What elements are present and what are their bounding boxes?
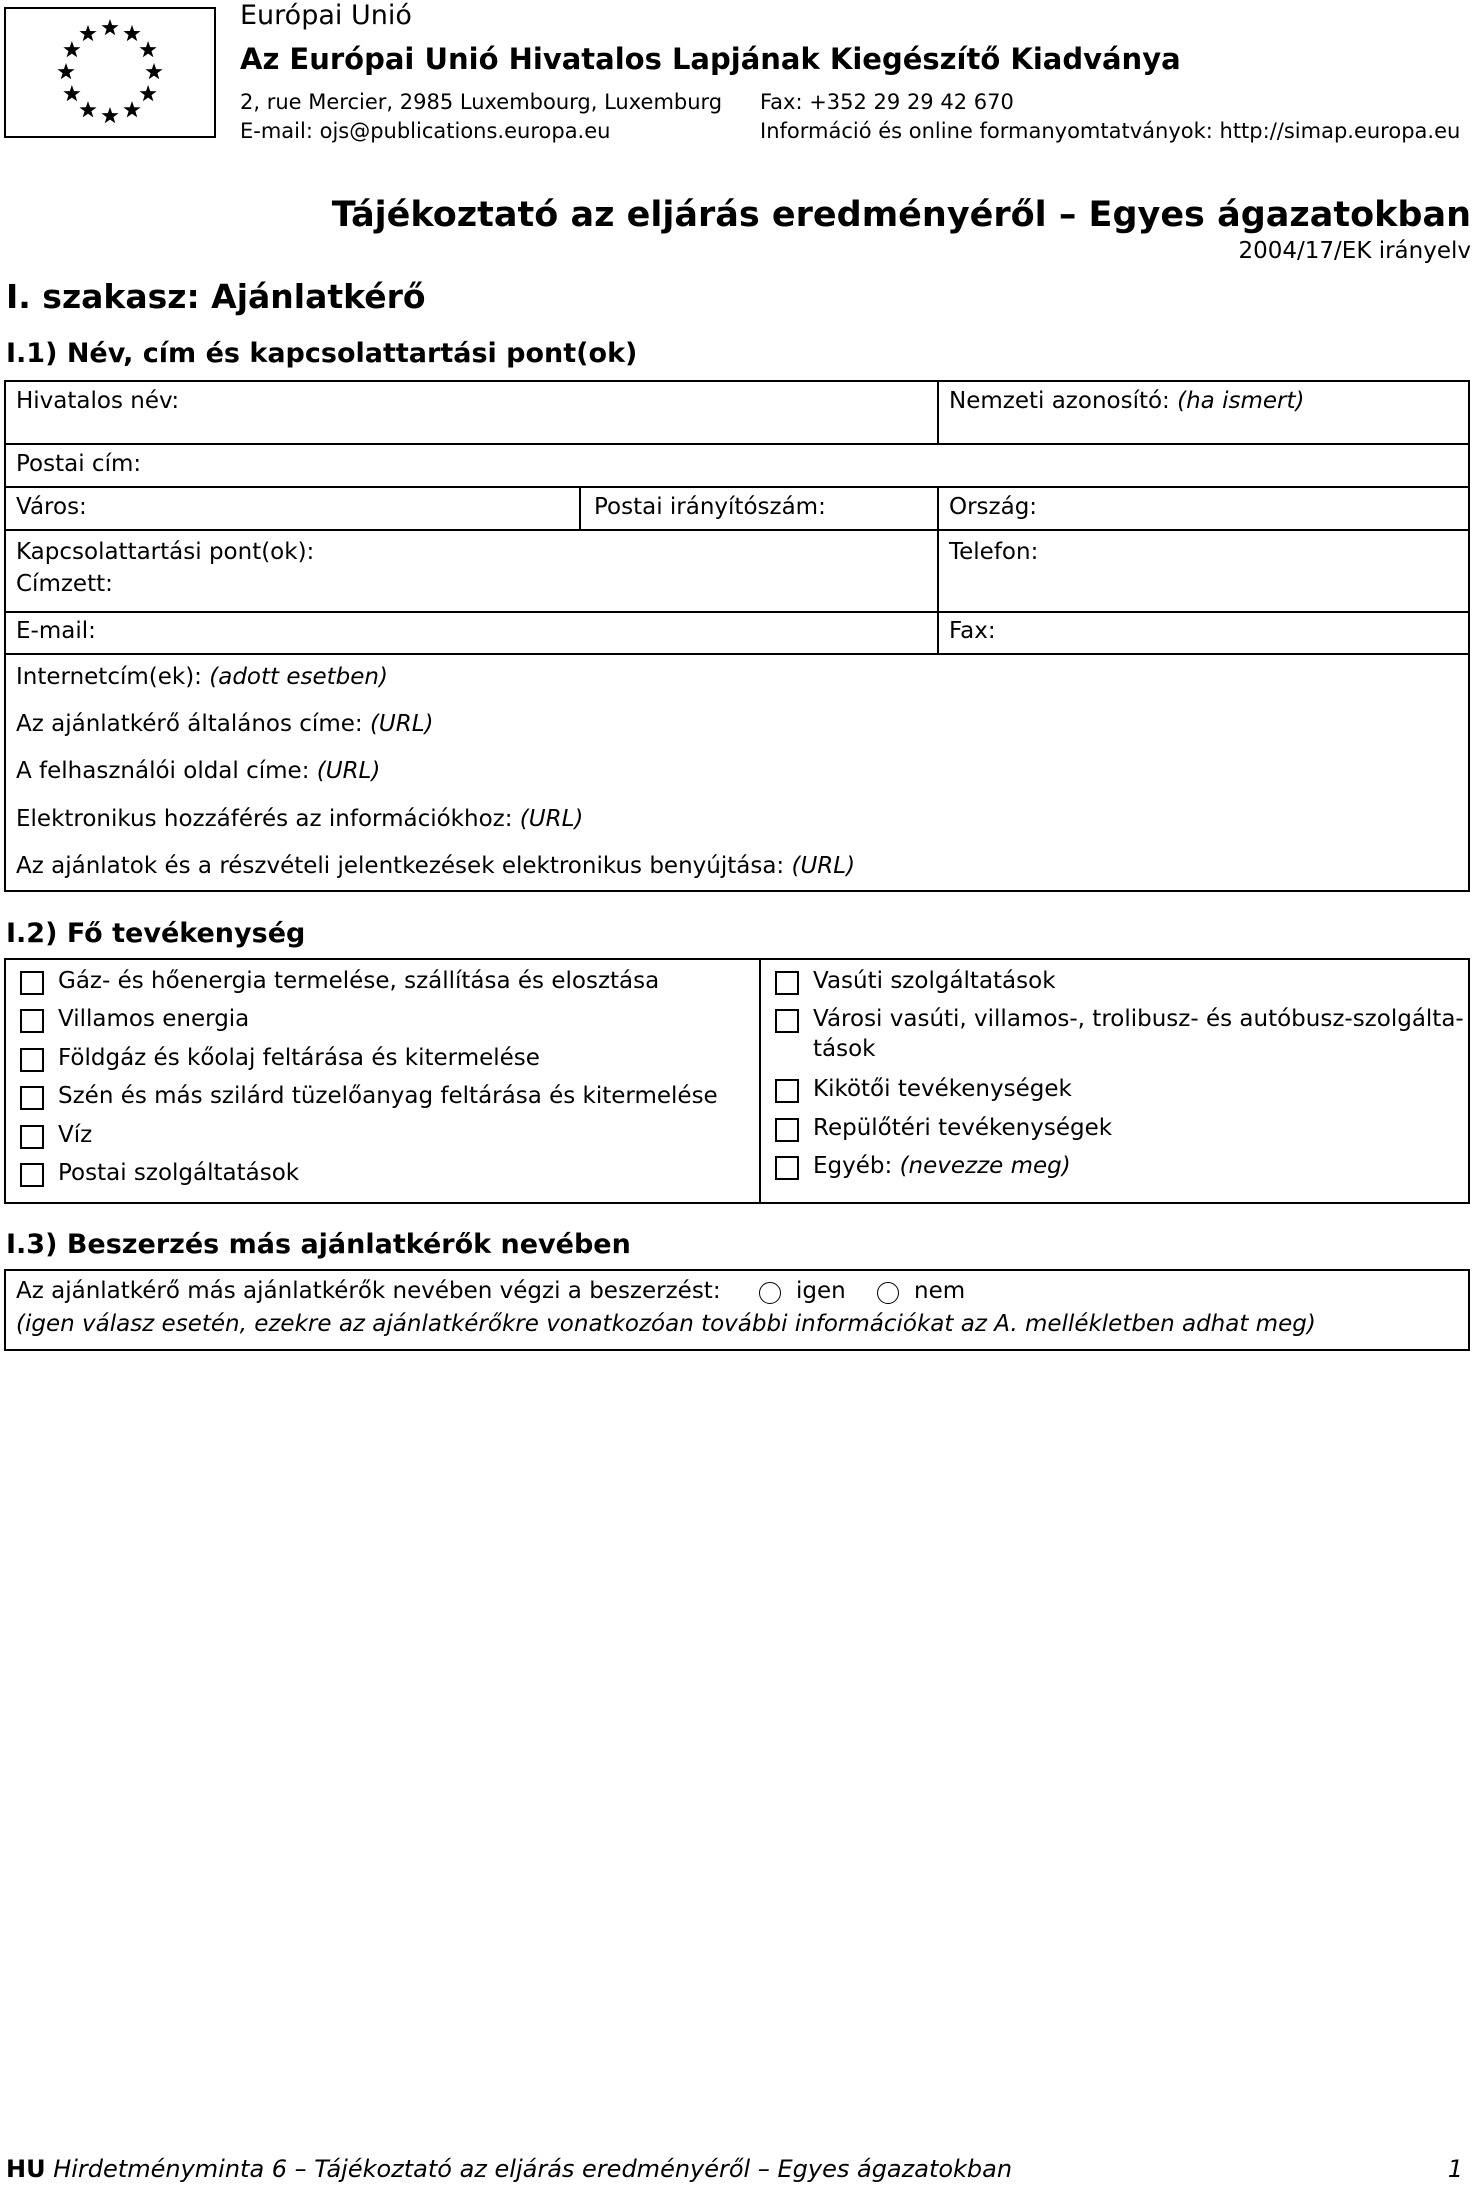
star-icon: [123, 25, 140, 41]
national-id-label: Nemzeti azonosító: (ha ismert): [949, 388, 1305, 414]
checkbox-coal[interactable]: [20, 1086, 44, 1110]
page-number: 1: [1447, 2155, 1463, 2183]
activity-coal: Szén és más szilárd tüzelőanyag feltárása és kitermelése: [58, 1083, 718, 1109]
divider: [4, 653, 1470, 655]
internet-label: Internetcím(ek): (adott esetben): [16, 664, 388, 690]
eu-logo: [4, 7, 216, 138]
org-name: Európai Unió: [240, 0, 412, 31]
activity-water: Víz: [58, 1122, 93, 1148]
star-icon: [140, 85, 157, 101]
star-icon: [79, 101, 96, 117]
publisher-info-link[interactable]: Információ és online formanyomtatványok: http://simap.europa.eu: [760, 119, 1461, 143]
email-label: E-mail:: [16, 618, 96, 644]
buyer-profile-label: A felhasználói oldal címe: (URL): [16, 758, 381, 784]
official-name-label: Hivatalos név:: [16, 388, 180, 414]
electronic-submission-label: Az ajánlatok és a részvételi jelentkezések elektronikus benyújtása: (URL): [16, 853, 856, 879]
publisher-email: E-mail: ojs@publications.europa.eu: [240, 119, 611, 143]
postal-address-label: Postai cím:: [16, 451, 142, 477]
attention-label: Címzett:: [16, 571, 113, 597]
checkbox-airport[interactable]: [775, 1118, 799, 1142]
footer-text: HU Hirdetményminta 6 – Tájékoztató az eljárás eredményéről – Egyes ágazatokban: [6, 2155, 1013, 2183]
document-title: Tájékoztató az eljárás eredményéről – Egyes ágazatokban: [331, 195, 1471, 235]
directive-ref: 2004/17/EK irányelv: [1238, 238, 1471, 264]
activity-railway: Vasúti szolgáltatások: [813, 968, 1056, 994]
activity-gas-heat: Gáz- és hőenergia termelése, szállítása és elosztása: [58, 968, 660, 994]
checkbox-urban-transport[interactable]: [775, 1009, 799, 1033]
checkbox-electricity[interactable]: [20, 1009, 44, 1033]
activity-airport: Repülőtéri tevékenységek: [813, 1115, 1113, 1141]
general-address-label: Az ajánlatkérő általános címe: (URL): [16, 711, 434, 737]
divider: [937, 486, 939, 653]
section-title: I. szakasz: Ajánlatkérő: [6, 277, 426, 316]
radio-no-label: nem: [914, 1278, 966, 1304]
activity-postal: Postai szolgáltatások: [58, 1160, 300, 1186]
checkbox-gas-oil[interactable]: [20, 1048, 44, 1072]
star-icon: [101, 19, 118, 35]
checkbox-port[interactable]: [775, 1079, 799, 1103]
checkbox-gas-heat[interactable]: [20, 971, 44, 995]
publisher-address: 2, rue Mercier, 2985 Luxembourg, Luxemburg: [240, 90, 723, 114]
checkbox-other[interactable]: [775, 1156, 799, 1180]
activity-electricity: Villamos energia: [58, 1006, 250, 1032]
divider: [4, 486, 1470, 488]
checkbox-railway[interactable]: [775, 971, 799, 995]
divider: [4, 443, 1470, 445]
star-icon: [79, 25, 96, 41]
eu-flag-stars-icon: [6, 9, 214, 136]
fax-label: Fax:: [949, 618, 996, 644]
country-label: Ország:: [949, 494, 1038, 520]
checkbox-postal[interactable]: [20, 1163, 44, 1187]
star-icon: [57, 63, 74, 79]
star-icon: [63, 85, 80, 101]
on-behalf-question: Az ajánlatkérő más ajánlatkérők nevében végzi a beszerzést:: [16, 1278, 721, 1304]
star-icon: [145, 63, 162, 79]
publisher-fax: Fax: +352 29 29 42 670: [760, 90, 1014, 114]
on-behalf-note: (igen válasz esetén, ezekre az ajánlatkérőkre vonatkozóan további információkat az A. mellékletben adhat meg): [16, 1311, 1316, 1337]
star-icon: [123, 101, 140, 117]
subsection-1-2-title: I.2) Fő tevékenység: [6, 918, 306, 949]
activity-gas-oil: Földgáz és kőolaj feltárása és kitermelése: [58, 1045, 540, 1071]
telephone-label: Telefon:: [949, 539, 1039, 565]
radio-yes-label: igen: [796, 1278, 846, 1304]
activity-other: Egyéb: (nevezze meg): [813, 1153, 1071, 1179]
activity-urban-transport: Városi vasúti, villamos-, trolibusz- és autóbusz-szolgálta-: [813, 1006, 1464, 1032]
postal-code-label: Postai irányítószám:: [594, 494, 826, 520]
star-icon: [101, 107, 118, 123]
activity-port: Kikötői tevékenységek: [813, 1076, 1072, 1102]
star-icon: [63, 41, 80, 57]
publication-name: Az Európai Unió Hivatalos Lapjának Kiegészítő Kiadványa: [240, 42, 1181, 76]
contact-points-label: Kapcsolattartási pont(ok):: [16, 539, 315, 565]
subsection-1-1-title: I.1) Név, cím és kapcsolattartási pont(ok): [6, 338, 638, 369]
divider: [579, 486, 581, 529]
checkbox-water[interactable]: [20, 1125, 44, 1149]
divider: [4, 611, 1470, 613]
divider: [937, 380, 939, 443]
city-label: Város:: [16, 494, 87, 520]
electronic-access-label: Elektronikus hozzáférés az információkhoz: (URL): [16, 806, 584, 832]
divider: [4, 529, 1470, 531]
radio-no[interactable]: [877, 1282, 899, 1304]
activity-urban-transport-cont: tások: [813, 1036, 876, 1062]
radio-yes[interactable]: [759, 1282, 781, 1304]
subsection-1-3-title: I.3) Beszerzés más ajánlatkérők nevében: [6, 1229, 631, 1260]
star-icon: [140, 41, 157, 57]
divider: [759, 958, 761, 1204]
